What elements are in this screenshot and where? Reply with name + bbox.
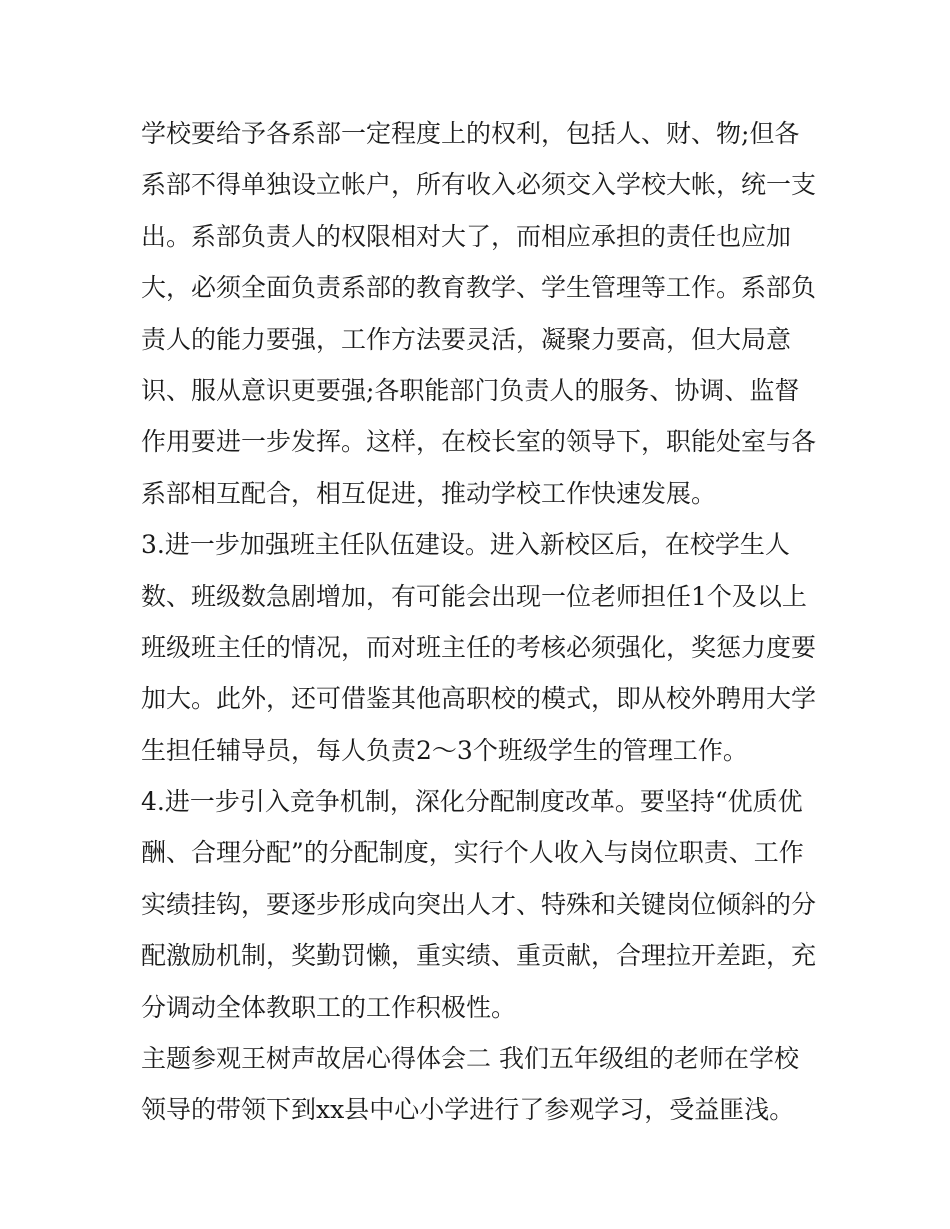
text-line: 领导的带领下到xx县中心小学进行了参观学习，受益匪浅。 bbox=[141, 1095, 795, 1125]
text-line: 加大。此外，还可借鉴其他高职校的模式，即从校外聘用大学 bbox=[141, 684, 817, 714]
text-line: 分调动全体教职工的工作积极性。 bbox=[141, 992, 517, 1022]
text-line: 实绩挂钩，要逐步形成向突出人才、特殊和关键岗位倾斜的分 bbox=[141, 889, 817, 919]
text-line: 出。系部负责人的权限相对大了，而相应承担的责任也应加 bbox=[141, 221, 792, 251]
text-line: 系部不得单独设立帐户，所有收入必须交入学校大帐，统一支 bbox=[141, 170, 817, 200]
text-line: 4.进一步引入竞争机制，深化分配制度改革。要坚持“优质优 bbox=[141, 787, 803, 817]
body-text bbox=[141, 108, 821, 1136]
text-line: 3.进一步加强班主任队伍建设。进入新校区后，在校学生人 bbox=[141, 530, 790, 560]
text-line: 配激励机制，奖勤罚懒，重实绩、重贡献，合理拉开差距，充 bbox=[141, 941, 817, 971]
text-line: 大，必须全面负责系部的教育教学、学生管理等工作。系部负 bbox=[141, 273, 817, 303]
text-line: 生担任辅导员，每人负责2～3个班级学生的管理工作。 bbox=[141, 735, 748, 765]
text-line: 酬、合理分配”的分配制度，实行个人收入与岗位职责、工作 bbox=[141, 838, 804, 868]
text-line: 责人的能力要强，工作方法要灵活，凝聚力要高，但大局意 bbox=[141, 324, 792, 354]
text-line: 主题参观王树声故居心得体会二 我们五年级组的老师在学校 bbox=[141, 1044, 799, 1074]
text-line: 数、班级数急剧增加，有可能会出现一位老师担任1个及以上 bbox=[141, 581, 807, 611]
text-line: 识、服从意识更要强;各职能部门负责人的服务、协调、监督 bbox=[141, 375, 800, 405]
text-line: 作用要进一步发挥。这样，在校长室的领导下，职能处室与各 bbox=[141, 427, 817, 457]
text-line: 学校要给予各系部一定程度上的权利，包括人、财、物;但各 bbox=[141, 119, 800, 148]
text-line: 系部相互配合，相互促进，推动学校工作快速发展。 bbox=[141, 478, 717, 508]
text-line: 班级班主任的情况，而对班主任的考核必须强化，奖惩力度要 bbox=[141, 632, 817, 662]
